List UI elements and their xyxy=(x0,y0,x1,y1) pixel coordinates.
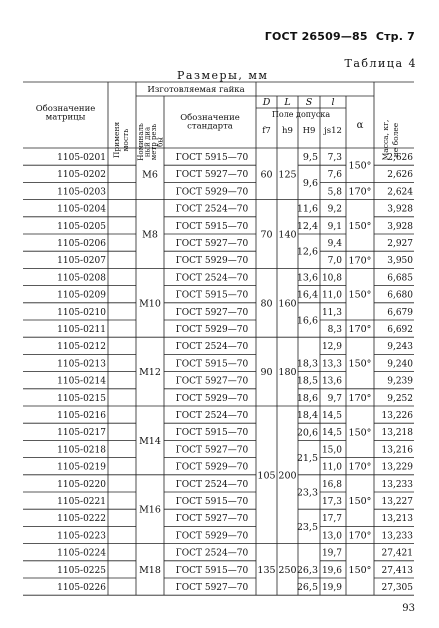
S-value: 18,5 xyxy=(296,375,318,387)
row-mass: 3,928 xyxy=(387,204,413,215)
row-l-value: 9,2 xyxy=(327,204,342,215)
row-designation: 1105-0209 xyxy=(57,290,106,301)
row-designation: 1105-0222 xyxy=(57,514,106,525)
row-standard: ГОСТ 5927—70 xyxy=(175,583,249,593)
row-designation: 1105-0223 xyxy=(57,531,106,542)
alpha-value: 150° xyxy=(348,496,372,508)
thread-size: M12 xyxy=(139,367,161,379)
S-value: 23,3 xyxy=(296,487,318,499)
row-designation: 1105-0226 xyxy=(57,583,106,593)
header-tol-l: js12 xyxy=(324,126,342,136)
S-value: 12,6 xyxy=(296,246,318,258)
row-designation: 1105-0216 xyxy=(57,411,106,421)
S-value: 20,6 xyxy=(296,427,318,439)
alpha-value: 150° xyxy=(348,358,372,370)
row-designation: 1105-0204 xyxy=(57,204,106,215)
row-l-value: 10,8 xyxy=(321,273,342,284)
row-l-value: 14,5 xyxy=(321,428,342,439)
row-standard: ГОСТ 5915—70 xyxy=(175,153,249,163)
alpha-value: 150° xyxy=(348,564,372,576)
row-l-value: 16,8 xyxy=(321,479,342,490)
S-value: 26,5 xyxy=(296,582,318,594)
header-L: L xyxy=(284,97,291,108)
row-mass: 13,226 xyxy=(381,411,413,421)
row-l-value: 7,6 xyxy=(327,170,342,181)
row-mass: 13,227 xyxy=(381,497,413,507)
row-designation: 1105-0203 xyxy=(57,187,106,198)
header-nominal-thread: метр резь xyxy=(150,123,158,161)
row-mass: 3,928 xyxy=(387,221,413,232)
row-designation: 1105-0215 xyxy=(57,393,106,404)
alpha-value: 170° xyxy=(348,324,372,336)
row-standard: ГОСТ 5915—70 xyxy=(175,497,249,507)
row-standard: ГОСТ 5929—70 xyxy=(175,393,249,404)
row-mass: 13,216 xyxy=(381,445,413,456)
S-value: 16,6 xyxy=(296,315,318,327)
S-value: 9,5 xyxy=(302,152,318,164)
header-alpha: α xyxy=(356,120,364,131)
alpha-value: 150° xyxy=(348,289,372,301)
header-standard: Обозначение xyxy=(180,113,240,123)
row-mass: 27,305 xyxy=(381,583,413,593)
row-mass: 13,213 xyxy=(381,514,413,525)
row-standard: ГОСТ 5915—70 xyxy=(175,221,249,232)
row-l-value: 11,0 xyxy=(321,290,342,301)
row-designation: 1105-0206 xyxy=(57,239,106,249)
row-standard: ГОСТ 2524—70 xyxy=(175,273,249,284)
row-standard: ГОСТ 5929—70 xyxy=(175,256,249,267)
row-standard: ГОСТ 5915—70 xyxy=(175,565,249,576)
header-nominal-thread: Номиналь xyxy=(137,123,145,161)
row-mass: 27,413 xyxy=(381,565,413,576)
D-value: 60 xyxy=(260,169,273,181)
row-standard: ГОСТ 2524—70 xyxy=(175,411,249,421)
row-mass: 27,421 xyxy=(381,548,413,559)
row-designation: 1105-0217 xyxy=(57,428,106,439)
S-value: 18,4 xyxy=(296,410,318,422)
D-value: 135 xyxy=(257,564,276,576)
row-standard: ГОСТ 5927—70 xyxy=(175,445,249,456)
row-designation: 1105-0210 xyxy=(57,307,106,318)
row-mass: 3,950 xyxy=(387,256,413,267)
thread-size: M14 xyxy=(139,435,161,447)
row-l-value: 5,8 xyxy=(327,187,342,198)
row-mass: 9,240 xyxy=(387,359,413,370)
table-label: Таблица 4 xyxy=(344,57,417,70)
row-standard: ГОСТ 2524—70 xyxy=(175,204,249,215)
row-l-value: 7,3 xyxy=(327,153,342,163)
S-value: 18,6 xyxy=(296,392,318,404)
alpha-value: 150° xyxy=(348,220,372,232)
row-l-value: 19,9 xyxy=(321,583,342,593)
D-value: 105 xyxy=(257,470,276,482)
row-designation: 1105-0202 xyxy=(57,170,106,181)
L-value: 250 xyxy=(278,564,297,576)
row-l-value: 13,3 xyxy=(321,359,342,370)
S-value: 11,6 xyxy=(296,203,318,215)
header-application: мость xyxy=(121,128,130,152)
alpha-value: 150° xyxy=(348,427,372,439)
row-designation: 1105-0225 xyxy=(57,565,106,576)
S-value: 18,3 xyxy=(296,358,318,370)
row-designation: 1105-0219 xyxy=(57,462,106,473)
table-caption: Размеры, мм xyxy=(177,69,269,82)
page-label: Стр. 7 xyxy=(375,30,415,43)
row-mass: 9,239 xyxy=(387,376,413,387)
alpha-value: 150° xyxy=(348,160,372,172)
alpha-value: 170° xyxy=(348,530,372,542)
alpha-value: 170° xyxy=(348,392,372,404)
row-mass: 13,233 xyxy=(381,531,413,542)
row-mass: 9,243 xyxy=(387,342,413,353)
row-mass: 13,218 xyxy=(381,428,413,439)
header-mass: Масса, кг, xyxy=(381,119,390,161)
row-l-value: 8,3 xyxy=(327,325,342,335)
header-nominal-thread: ный диа xyxy=(143,126,152,158)
row-l-value: 13,6 xyxy=(321,376,342,387)
header-tol-S: H9 xyxy=(302,126,316,136)
row-standard: ГОСТ 5929—70 xyxy=(175,462,249,473)
L-value: 160 xyxy=(278,298,297,310)
header-tol-D: f7 xyxy=(262,126,271,136)
row-mass: 6,685 xyxy=(387,273,413,284)
row-standard: ГОСТ 5915—70 xyxy=(175,290,249,301)
row-designation: 1105-0201 xyxy=(57,153,106,163)
header-tolerance-field: Поле допуска xyxy=(271,110,331,119)
row-standard: ГОСТ 2524—70 xyxy=(175,548,249,559)
row-designation: 1105-0220 xyxy=(57,479,106,490)
D-value: 70 xyxy=(260,229,273,241)
row-designation: 1105-0212 xyxy=(57,342,106,353)
S-value: 23,5 xyxy=(296,521,318,533)
row-standard: ГОСТ 2524—70 xyxy=(175,342,249,353)
header-tol-L: h9 xyxy=(282,126,293,136)
header-application: Применя xyxy=(112,121,121,159)
row-standard: ГОСТ 2524—70 xyxy=(175,479,249,490)
D-value: 90 xyxy=(260,367,273,379)
header-nut-group: Изготовляемая гайка xyxy=(147,85,245,95)
row-l-value: 11,3 xyxy=(321,307,342,318)
header-designation: Обозначение xyxy=(35,104,96,114)
header-designation: матрицы xyxy=(45,112,86,123)
row-mass: 2,927 xyxy=(387,239,413,249)
alpha-value: 170° xyxy=(348,461,372,473)
S-value: 16,4 xyxy=(296,289,318,301)
row-mass: 2,626 xyxy=(387,170,413,181)
row-standard: ГОСТ 5927—70 xyxy=(175,170,249,181)
row-mass: 6,692 xyxy=(387,325,413,335)
row-designation: 1105-0213 xyxy=(57,359,106,370)
L-value: 180 xyxy=(278,367,297,379)
row-l-value: 9,7 xyxy=(327,393,342,404)
row-standard: ГОСТ 5915—70 xyxy=(175,428,249,439)
row-mass: 2,624 xyxy=(387,187,413,198)
row-l-value: 9,1 xyxy=(327,221,342,232)
S-value: 9,6 xyxy=(302,177,318,189)
standard-number: ГОСТ 26509—85 xyxy=(264,30,368,43)
alpha-value: 170° xyxy=(348,255,372,267)
row-standard: ГОСТ 5927—70 xyxy=(175,239,249,249)
row-l-value: 11,0 xyxy=(321,462,342,473)
header-standard: стандарта xyxy=(187,121,233,132)
row-designation: 1105-0207 xyxy=(57,256,106,267)
D-value: 80 xyxy=(260,298,273,310)
S-value: 21,5 xyxy=(296,453,318,465)
header-nominal-thread: бы xyxy=(156,137,165,147)
row-mass: 13,233 xyxy=(381,479,413,490)
thread-size: M10 xyxy=(139,298,161,310)
row-standard: ГОСТ 5929—70 xyxy=(175,187,249,198)
row-mass: 6,679 xyxy=(387,307,413,318)
row-designation: 1105-0214 xyxy=(57,376,106,387)
thread-size: M16 xyxy=(139,504,161,516)
header-l: l xyxy=(331,97,335,108)
L-value: 200 xyxy=(278,470,297,482)
row-mass: 2,626 xyxy=(387,153,413,163)
row-l-value: 13,0 xyxy=(321,531,342,542)
L-value: 140 xyxy=(278,229,297,241)
S-value: 13,6 xyxy=(296,272,318,284)
thread-size: M6 xyxy=(142,169,158,181)
row-designation: 1105-0218 xyxy=(57,445,106,456)
row-standard: ГОСТ 5927—70 xyxy=(175,307,249,318)
row-standard: ГОСТ 5927—70 xyxy=(175,376,249,387)
row-l-value: 14,5 xyxy=(321,411,342,421)
page-number: 93 xyxy=(402,603,415,614)
S-value: 12,4 xyxy=(296,220,318,232)
row-l-value: 15,0 xyxy=(321,445,342,456)
row-standard: ГОСТ 5929—70 xyxy=(175,531,249,542)
row-designation: 1105-0221 xyxy=(57,497,106,507)
row-mass: 6,680 xyxy=(387,290,413,301)
row-designation: 1105-0208 xyxy=(57,273,106,284)
row-standard: ГОСТ 5929—70 xyxy=(175,325,249,335)
S-value: 26,3 xyxy=(296,564,318,576)
row-standard: ГОСТ 5915—70 xyxy=(175,359,249,370)
header-D: D xyxy=(262,97,271,108)
row-l-value: 17,3 xyxy=(321,497,342,507)
row-mass: 9,252 xyxy=(387,393,413,404)
row-l-value: 12,9 xyxy=(321,342,342,353)
row-l-value: 17,7 xyxy=(321,514,342,525)
row-mass: 13,229 xyxy=(381,462,413,473)
row-l-value: 19,7 xyxy=(321,548,342,559)
thread-size: M18 xyxy=(139,564,161,576)
L-value: 125 xyxy=(278,169,297,181)
row-l-value: 7,0 xyxy=(327,256,342,267)
row-l-value: 19,6 xyxy=(321,565,342,576)
row-designation: 1105-0211 xyxy=(57,325,106,335)
row-designation: 1105-0224 xyxy=(57,548,106,559)
row-l-value: 9,4 xyxy=(327,239,342,249)
alpha-value: 170° xyxy=(348,186,372,198)
thread-size: M8 xyxy=(142,229,158,241)
row-designation: 1105-0205 xyxy=(57,221,106,232)
row-standard: ГОСТ 5927—70 xyxy=(175,514,249,525)
header-mass: не более xyxy=(391,122,400,158)
header-S: S xyxy=(305,97,313,108)
